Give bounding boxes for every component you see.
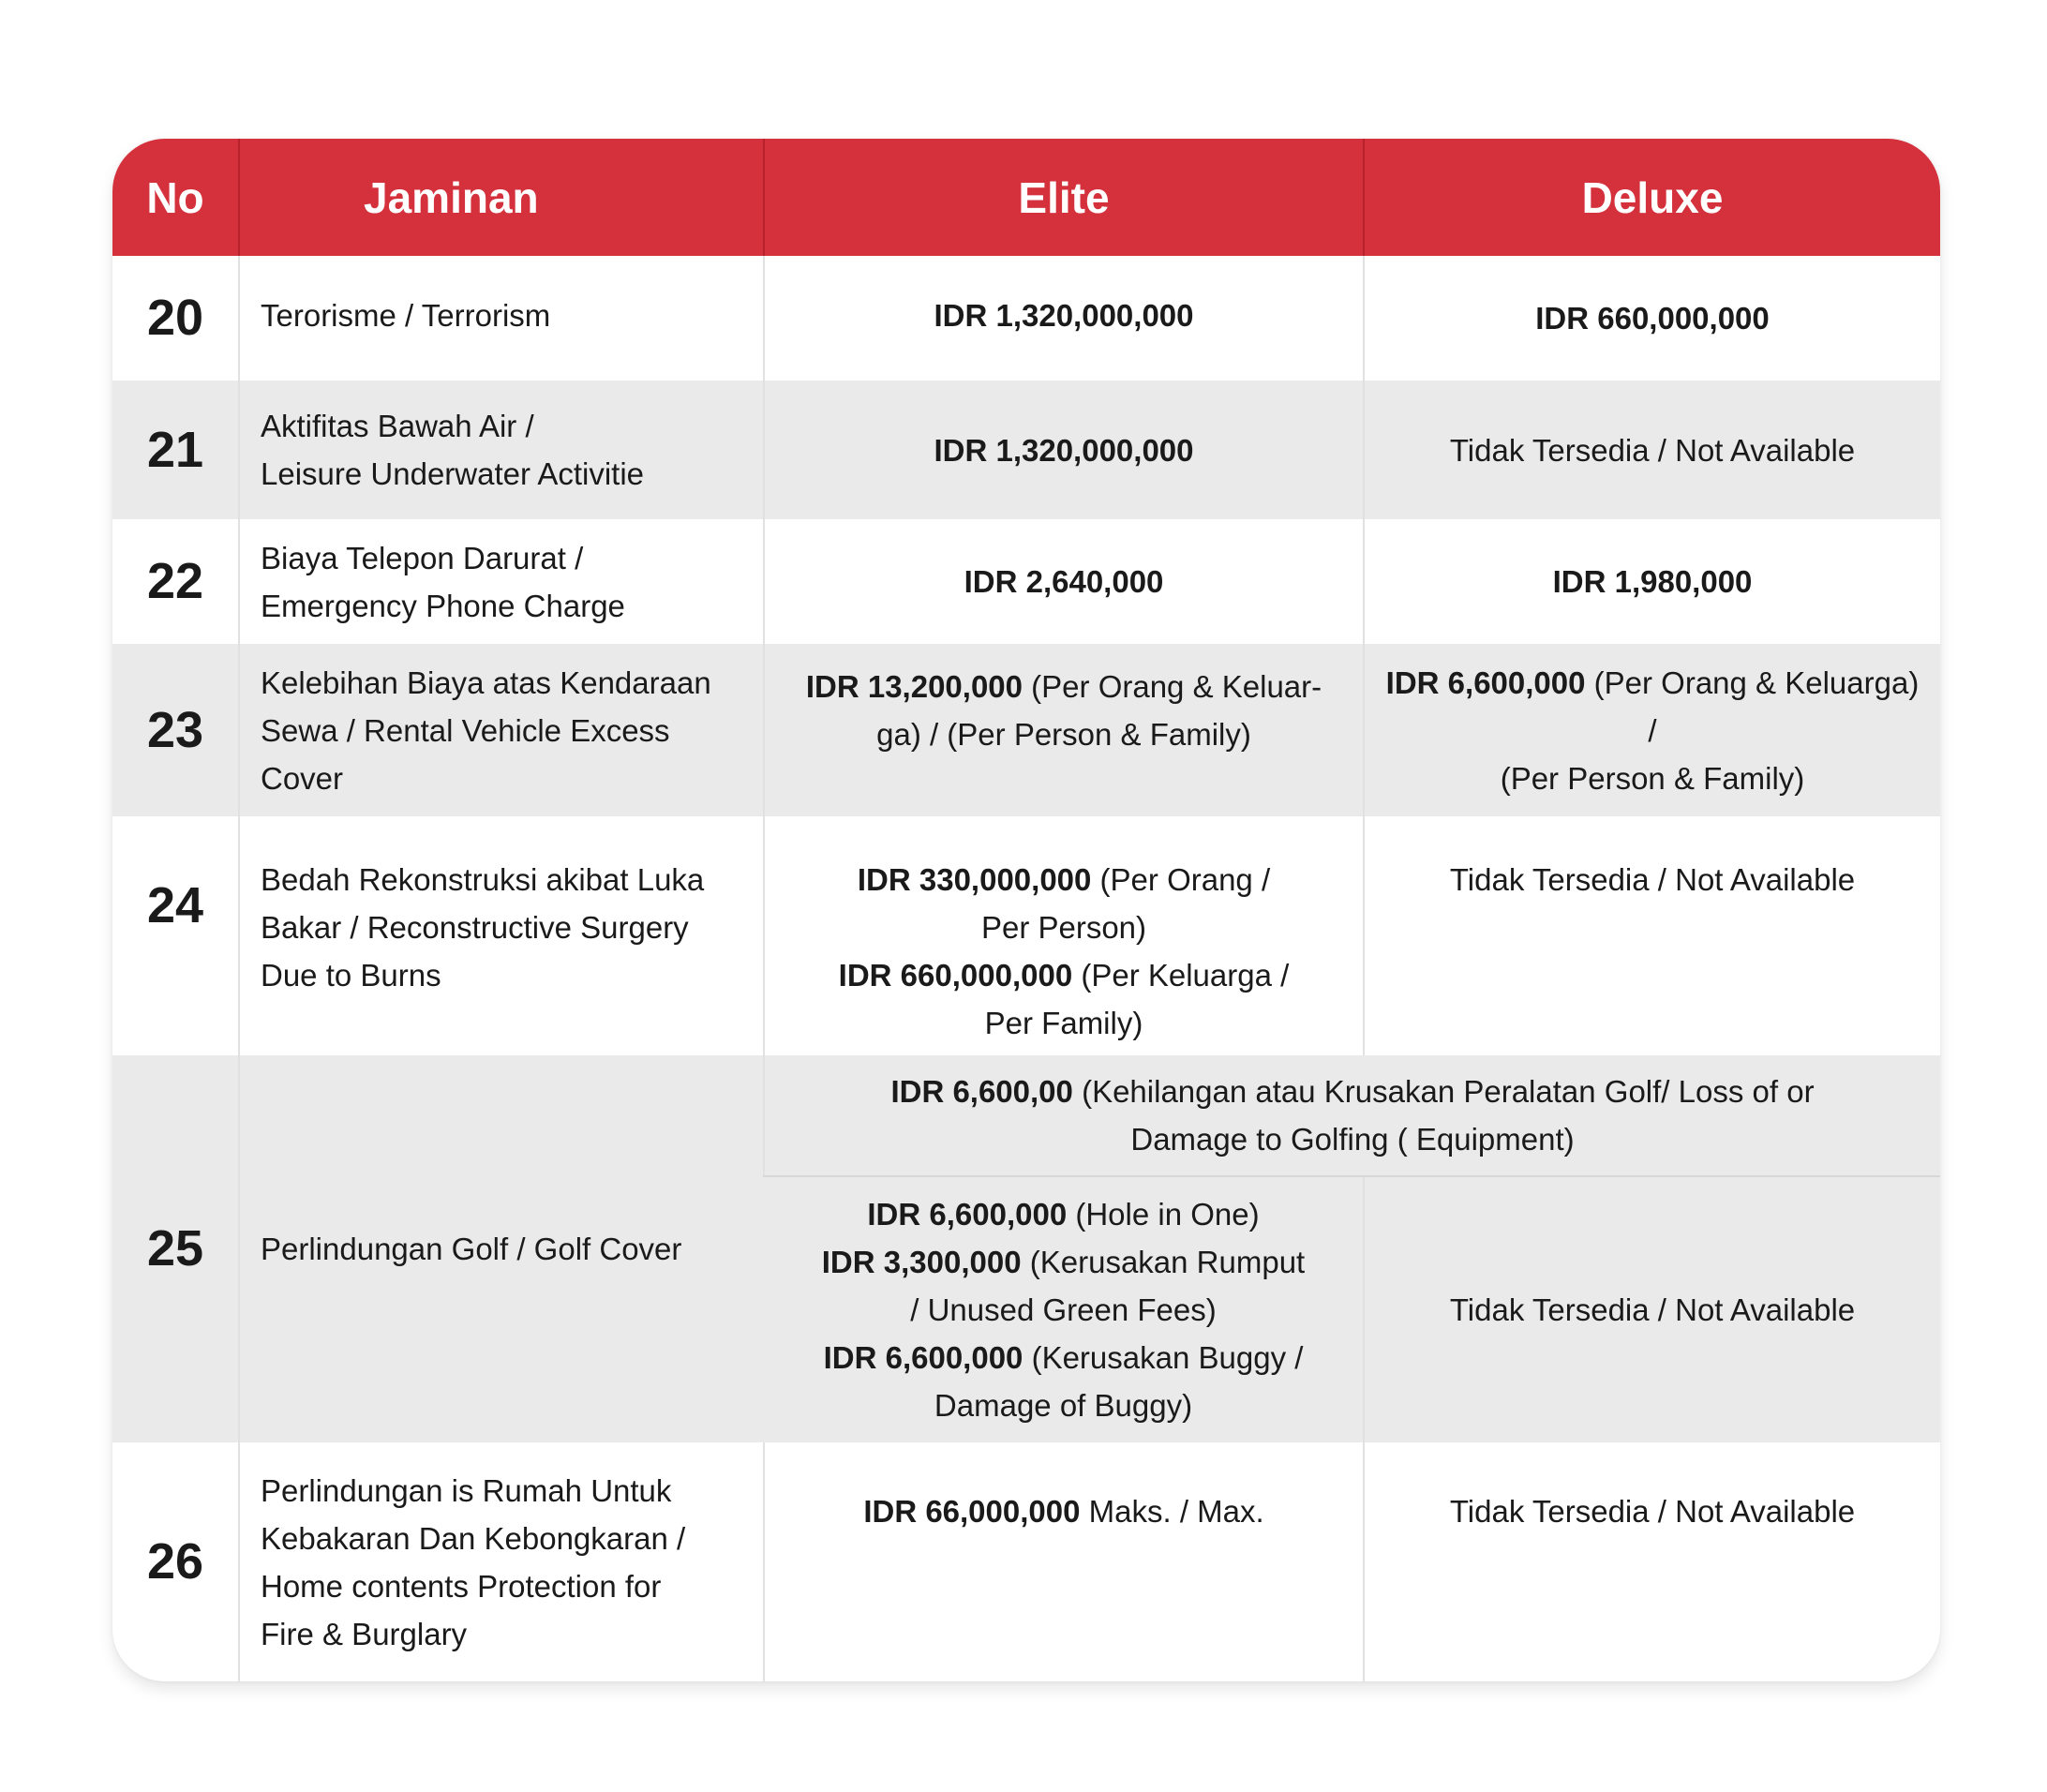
elite-note: (Kerusakan Buggy / (1023, 1340, 1304, 1375)
elite-value-line (777, 1238, 1350, 1286)
coverage-name (239, 1442, 764, 1681)
deluxe-note: (Per Person & Family) (1500, 760, 1805, 796)
coverage-name (239, 381, 764, 519)
benefit-table (112, 139, 1940, 1681)
elite-value (764, 519, 1364, 644)
elite-value-line (777, 1190, 1350, 1238)
elite-amount: IDR 66,000,000 (863, 1494, 1081, 1529)
coverage-name-line: Kelebihan Biaya atas Kendaraan (261, 665, 711, 700)
elite-amount: IDR 660,000,000 (838, 958, 1073, 993)
table-row (112, 381, 1940, 519)
row-number: 21 (112, 381, 239, 519)
elite-note: (Per Orang & Keluar- (1023, 669, 1322, 704)
elite-value-line (778, 856, 1350, 903)
table-row (112, 256, 1940, 381)
coverage-name-line: Perlindungan is Rumah Untuk (261, 1472, 672, 1508)
coverage-name-line: Kebakaran Dan Kebongkaran / (261, 1520, 686, 1556)
deluxe-amount: IDR 6,600,000 (1385, 665, 1586, 700)
deluxe-value (1364, 256, 1940, 381)
coverage-name (239, 1055, 764, 1442)
shared-value (764, 1055, 1940, 1176)
elite-amount: IDR 330,000,000 (857, 862, 1092, 897)
deluxe-value: Tidak Tersedia / Not Available (1364, 1176, 1940, 1442)
elite-amount: IDR 13,200,000 (805, 669, 1024, 704)
elite-amount: IDR 3,300,000 (821, 1245, 1022, 1279)
coverage-name-line: Leisure Underwater Activitie (261, 456, 645, 491)
elite-note: / Unused Green Fees) (910, 1292, 1217, 1327)
elite-value (764, 1442, 1364, 1681)
row-number: 22 (146, 553, 204, 609)
coverage-name (239, 519, 764, 644)
elite-note: (Per Keluarga / (1072, 958, 1290, 993)
table-row (112, 644, 1940, 816)
elite-note: Per Person) (980, 910, 1147, 945)
elite-amount: IDR 1,320,000,000 (934, 298, 1194, 333)
deluxe-value (1364, 644, 1940, 816)
row-number: 23 (112, 644, 239, 816)
coverage-name-line: Fire & Burglary (261, 1616, 468, 1651)
deluxe-amount: IDR 660,000,000 (1535, 301, 1770, 336)
row-number: 20 (146, 290, 204, 346)
coverage-name-line: Bedah Rekonstruksi akibat Luka (261, 862, 705, 897)
elite-amount: IDR 1,320,000,000 (934, 432, 1194, 468)
coverage-name-line: Bakar / Reconstructive Surgery (261, 910, 689, 945)
coverage-name-line: Terorisme / Terrorism (261, 298, 551, 333)
coverage-name-line: Biaya Telepon Darurat / (261, 540, 584, 575)
elite-amount: IDR 2,640,000 (964, 564, 1164, 599)
deluxe-value (1364, 519, 1940, 644)
header-no: No (112, 139, 239, 256)
elite-value-line (778, 663, 1350, 710)
coverage-name-line: Cover (261, 760, 344, 796)
elite-value (764, 1176, 1364, 1442)
elite-note: ga) / (Per Person & Family) (876, 717, 1251, 752)
table-row (112, 519, 1940, 644)
elite-value (764, 381, 1364, 519)
deluxe-value: Tidak Tersedia / Not Available (1364, 1442, 1940, 1681)
deluxe-note: (Per Orang & Keluarga) / (1585, 665, 1920, 748)
elite-note: Damage of Buggy) (934, 1388, 1193, 1423)
table-row (112, 1055, 1940, 1176)
table-row (112, 816, 1940, 1055)
coverage-name-line: Emergency Phone Charge (261, 588, 625, 623)
elite-value-line (778, 1487, 1350, 1535)
coverage-name-line: Sewa / Rental Vehicle Excess (261, 712, 670, 748)
shared-note: Damage to Golfing ( Equipment) (1130, 1122, 1575, 1157)
elite-note: (Per Orang / (1091, 862, 1271, 897)
elite-amount: IDR 6,600,000 (823, 1340, 1024, 1375)
row-number: 25 (112, 1055, 239, 1442)
coverage-name-line: Home contents Protection for (261, 1568, 662, 1604)
deluxe-value: Tidak Tersedia / Not Available (1364, 381, 1940, 519)
elite-amount: IDR 6,600,000 (867, 1197, 1068, 1232)
row-number: 26 (146, 1533, 204, 1590)
row-number: 24 (146, 877, 204, 933)
coverage-name-line: Perlindungan Golf / Golf Cover (261, 1232, 682, 1266)
header-deluxe: Deluxe (1364, 139, 1940, 256)
header-elite: Elite (764, 139, 1364, 256)
coverage-name (239, 644, 764, 816)
elite-value-line (778, 951, 1350, 999)
elite-note: (Hole in One) (1067, 1197, 1260, 1232)
header-jaminan: Jaminan (239, 139, 764, 256)
shared-amount: IDR 6,600,00 (890, 1074, 1073, 1109)
coverage-name (239, 256, 764, 381)
elite-note: Maks. / Max. (1080, 1494, 1264, 1529)
elite-value (764, 816, 1364, 1055)
deluxe-value-line (1378, 659, 1927, 754)
elite-note: (Kerusakan Rumput (1021, 1245, 1306, 1279)
coverage-name (239, 816, 764, 1055)
elite-value (764, 256, 1364, 381)
coverage-name-line: Aktifitas Bawah Air / (261, 409, 534, 443)
deluxe-value: Tidak Tersedia / Not Available (1364, 816, 1940, 1055)
elite-value-line (777, 1334, 1350, 1381)
table-header-row (112, 139, 1940, 256)
table-row (112, 1442, 1940, 1681)
benefit-table-card (112, 139, 1940, 1681)
shared-value-line (778, 1068, 1927, 1115)
elite-value (764, 644, 1364, 816)
deluxe-amount: IDR 1,980,000 (1552, 564, 1753, 599)
elite-note: Per Family) (984, 1006, 1143, 1040)
shared-note: (Kehilangan atau Krusakan Peralatan Golf/ Loss of or (1072, 1074, 1815, 1109)
coverage-name-line: Due to Burns (261, 958, 441, 993)
